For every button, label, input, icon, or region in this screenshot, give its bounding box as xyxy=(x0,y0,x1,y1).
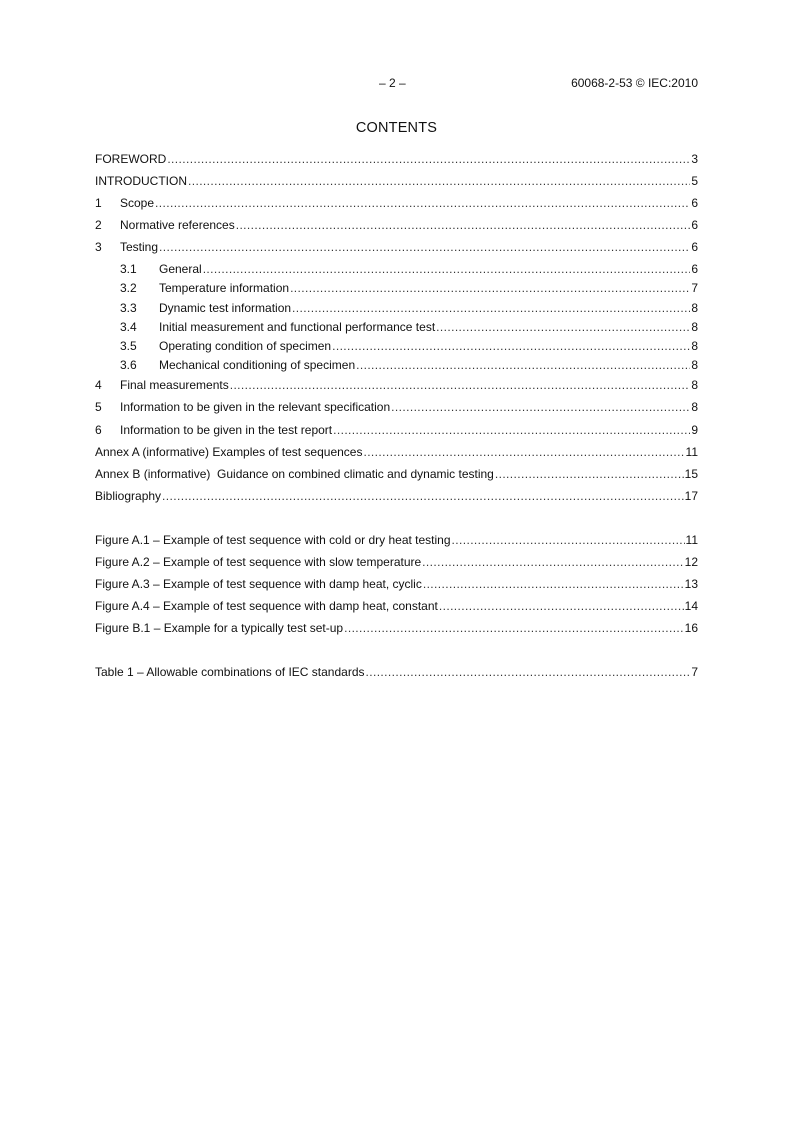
toc-entry-label: Information to be given in the relevant specification xyxy=(120,400,391,414)
leader-dots xyxy=(356,357,690,373)
leader-dots xyxy=(292,300,690,316)
toc-entry-page: 8 xyxy=(691,358,698,372)
leader-dots xyxy=(495,466,684,482)
leader-dots xyxy=(452,532,685,548)
toc-entry-page: 6 xyxy=(691,218,698,232)
toc-entry-page: 6 xyxy=(691,240,698,254)
figure-entry-label: Figure A.2 – Example of test sequence with slow temperature xyxy=(95,555,422,569)
figure-entry-page: 13 xyxy=(684,577,698,591)
toc-entry-label: Bibliography xyxy=(95,489,162,503)
toc-entry-label: Initial measurement and functional performance test xyxy=(159,320,436,334)
toc-entry-label: General xyxy=(159,262,202,276)
table-entry-page: 7 xyxy=(691,665,698,679)
leader-dots xyxy=(188,173,690,189)
toc-entry-page: 8 xyxy=(691,339,698,353)
toc-entry[interactable] xyxy=(95,195,698,211)
toc-entry-number: 3.2 xyxy=(120,281,137,295)
toc-entry-page: 15 xyxy=(684,467,698,481)
leader-dots xyxy=(236,217,691,233)
leader-dots xyxy=(422,554,683,570)
leader-dots xyxy=(436,319,690,335)
toc-entry-label: Mechanical conditioning of specimen xyxy=(159,358,356,372)
leader-dots xyxy=(290,280,690,296)
leader-dots xyxy=(230,377,691,393)
figure-entry-label: Figure B.1 – Example for a typically test set-up xyxy=(95,621,344,635)
toc-entry[interactable] xyxy=(95,399,698,415)
figure-entry-label: Figure A.4 – Example of test sequence with damp heat, constant xyxy=(95,599,438,613)
figure-entry[interactable] xyxy=(95,532,698,548)
toc-entry-page: 11 xyxy=(685,445,698,459)
leader-dots xyxy=(439,598,684,614)
leader-dots xyxy=(391,399,690,415)
leader-dots xyxy=(344,620,684,636)
toc-entry-label: Scope xyxy=(120,196,155,210)
toc-entry-label: Annex B (informative) Guidance on combined climatic and dynamic testing xyxy=(95,467,494,481)
page-title: CONTENTS xyxy=(355,120,438,136)
table-entry-label: Table 1 – Allowable combinations of IEC standards xyxy=(95,665,365,679)
toc-entry-page: 17 xyxy=(684,489,698,503)
leader-dots xyxy=(363,444,684,460)
leader-dots xyxy=(332,338,690,354)
page-number: – 2 – xyxy=(379,76,406,90)
toc-entry-page: 8 xyxy=(691,320,698,334)
figure-entry[interactable] xyxy=(95,620,698,636)
toc-entry-number: 4 xyxy=(95,378,102,392)
toc-entry-number: 3.5 xyxy=(120,339,137,353)
figure-entry-label: Figure A.1 – Example of test sequence with cold or dry heat testing xyxy=(95,533,451,547)
figure-entry-page: 11 xyxy=(685,533,698,547)
toc-entry[interactable] xyxy=(95,239,698,255)
toc-entry-page: 6 xyxy=(691,262,698,276)
leader-dots xyxy=(155,195,690,211)
toc-subentry[interactable] xyxy=(120,300,698,316)
toc-entry-page: 3 xyxy=(691,152,698,166)
toc-entry[interactable] xyxy=(95,444,698,460)
toc-entry[interactable] xyxy=(95,217,698,233)
leader-dots xyxy=(162,488,684,504)
toc-entry[interactable] xyxy=(95,422,698,438)
toc-entry-label: Temperature information xyxy=(159,281,290,295)
leader-dots xyxy=(366,664,691,680)
toc-entry-label: Operating condition of specimen xyxy=(159,339,332,353)
figure-entry-label: Figure A.3 – Example of test sequence with damp heat, cyclic xyxy=(95,577,422,591)
toc-entry[interactable] xyxy=(95,466,698,482)
leader-dots xyxy=(423,576,684,592)
figure-entry-page: 16 xyxy=(684,621,698,635)
toc-entry-number: 1 xyxy=(95,196,102,210)
toc-entry[interactable] xyxy=(95,173,698,189)
leader-dots xyxy=(159,239,690,255)
toc-entry-page: 7 xyxy=(691,281,698,295)
leader-dots xyxy=(333,422,690,438)
toc-entry-label: FOREWORD xyxy=(95,152,167,166)
toc-entry-number: 3.3 xyxy=(120,301,137,315)
toc-subentry[interactable] xyxy=(120,357,698,373)
leader-dots xyxy=(167,151,690,167)
leader-dots xyxy=(203,261,691,277)
toc-entry[interactable] xyxy=(95,488,698,504)
toc-entry-number: 3.1 xyxy=(120,262,137,276)
figure-entry[interactable] xyxy=(95,554,698,570)
toc-entry-number: 6 xyxy=(95,423,102,437)
toc-entry-page: 8 xyxy=(691,378,698,392)
toc-entry-page: 9 xyxy=(691,423,698,437)
toc-subentry[interactable] xyxy=(120,261,698,277)
toc-entry-label: Final measurements xyxy=(120,378,229,392)
document-id: 60068-2-53 © IEC:2010 xyxy=(571,76,698,90)
page-header xyxy=(0,76,793,94)
toc-entry-number: 3.6 xyxy=(120,358,137,372)
toc-entry-label: Information to be given in the test report xyxy=(120,423,333,437)
toc-entry-page: 8 xyxy=(691,400,698,414)
toc-entry-page: 8 xyxy=(691,301,698,315)
toc-entry-label: INTRODUCTION xyxy=(95,174,187,188)
toc-entry-number: 2 xyxy=(95,218,102,232)
figure-entry-page: 12 xyxy=(684,555,698,569)
toc-subentry[interactable] xyxy=(120,280,698,296)
toc-entry-label: Testing xyxy=(120,240,159,254)
toc-entry[interactable] xyxy=(95,151,698,167)
toc-entry[interactable] xyxy=(95,377,698,393)
figure-entry[interactable] xyxy=(95,598,698,614)
toc-subentry[interactable] xyxy=(120,319,698,335)
toc-entry-label: Normative references xyxy=(120,218,235,232)
toc-subentry[interactable] xyxy=(120,338,698,354)
toc-entry-label: Dynamic test information xyxy=(159,301,292,315)
figure-entry-page: 14 xyxy=(684,599,698,613)
table-entry[interactable] xyxy=(95,664,698,680)
toc-entry-page: 6 xyxy=(691,196,698,210)
toc-entry-number: 3 xyxy=(95,240,102,254)
toc-entry-number: 5 xyxy=(95,400,102,414)
figure-entry[interactable] xyxy=(95,576,698,592)
toc-entry-number: 3.4 xyxy=(120,320,137,334)
toc-entry-page: 5 xyxy=(691,174,698,188)
toc-entry-label: Annex A (informative) Examples of test sequences xyxy=(95,445,363,459)
